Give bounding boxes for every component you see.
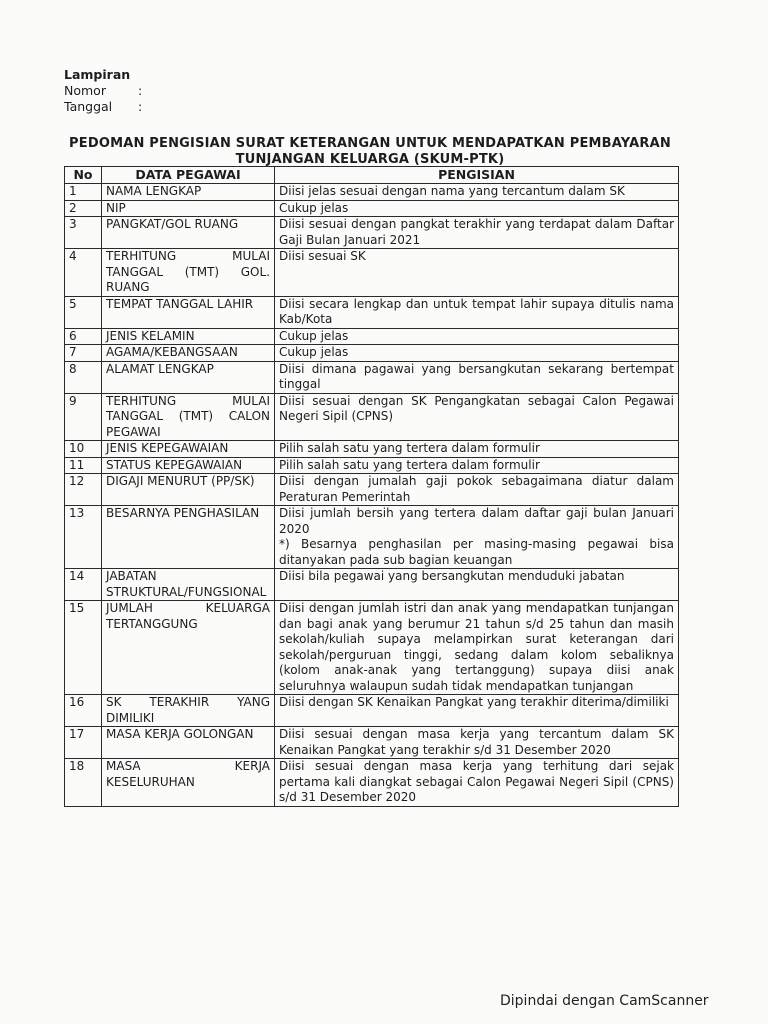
pengisian-cell — [275, 601, 679, 695]
table-row — [65, 361, 679, 393]
tanggal-row — [64, 99, 142, 115]
row-number-cell — [65, 759, 102, 807]
row-number-cell-text: 13 — [69, 506, 85, 520]
row-number-cell-text: 8 — [69, 361, 77, 376]
data-pegawai-cell-text: STATUS KEPEGAWAIAN — [106, 457, 243, 472]
table-row — [65, 569, 679, 601]
data-pegawai-cell-text: TERHITUNG MULAI TANGGAL (TMT) CALON PEGAWAI — [106, 393, 270, 439]
data-pegawai-cell — [102, 345, 275, 362]
table-row — [65, 200, 679, 217]
row-number-cell — [65, 328, 102, 345]
table-row — [65, 474, 679, 506]
pengisian-cell-text: Cukup jelas — [279, 345, 349, 359]
row-number-cell-text: 17 — [69, 727, 85, 741]
data-pegawai-cell-text: PANGKAT/GOL RUANG — [106, 217, 239, 231]
nomor-row — [64, 83, 142, 99]
pengisian-cell-text: Diisi jelas sesuai dengan nama yang tercantum dalam SK — [279, 184, 625, 198]
row-number-cell-text: 11 — [69, 457, 85, 472]
tanggal-separator: : — [138, 99, 143, 114]
tanggal-label: Tanggal — [64, 99, 113, 114]
data-pegawai-cell — [102, 601, 275, 695]
row-number-cell-text: 12 — [69, 474, 85, 488]
data-pegawai-cell-text: BESARNYA PENGHASILAN — [106, 506, 260, 520]
pengisian-cell-text: Diisi dengan jumalah gaji pokok sebagaimana diatur dalam Peraturan Pemerintah — [279, 474, 674, 504]
data-pegawai-cell — [102, 727, 275, 759]
data-pegawai-cell — [102, 200, 275, 217]
pengisian-cell-text: Diisi dimana pagawai yang bersangkutan sekarang bertempat tinggal — [279, 361, 674, 391]
row-number-cell — [65, 506, 102, 569]
data-pegawai-cell — [102, 759, 275, 807]
table-row — [65, 457, 679, 474]
table-row — [65, 441, 679, 458]
lampiran-label: Lampiran — [64, 67, 131, 82]
data-pegawai-cell-text: DIGAJI MENURUT (PP/SK) — [106, 474, 255, 488]
table-row — [65, 695, 679, 727]
pengisian-cell — [275, 457, 679, 474]
pengisian-cell-text: Diisi sesuai dengan pangkat terakhir yang terdapat dalam Daftar Gaji Bulan Januari 2021 — [279, 217, 674, 247]
pengisian-cell-text: Diisi dengan SK Kenaikan Pangkat yang terakhir diterima/dimiliki — [279, 695, 669, 709]
data-pegawai-cell-text: TEMPAT TANGGAL LAHIR — [106, 296, 254, 311]
table-row — [65, 328, 679, 345]
data-pegawai-cell-text: NIP — [106, 200, 126, 215]
row-number-cell-text: 16 — [69, 695, 85, 709]
table-row — [65, 759, 679, 807]
row-number-cell-text: 7 — [69, 345, 77, 359]
title-line-2: TUNJANGAN KELUARGA (SKUM-PTK) — [235, 152, 505, 167]
nomor-label: Nomor — [64, 83, 106, 98]
pengisian-cell-text: Pilih salah satu yang tertera dalam formulir — [279, 457, 540, 472]
row-number-cell-text: 18 — [69, 759, 85, 773]
pengisian-cell — [275, 727, 679, 759]
data-pegawai-cell-text: JABATAN STRUKTURAL/FUNGSIONAL — [106, 569, 267, 599]
row-number-cell — [65, 393, 102, 441]
table-row — [65, 393, 679, 441]
row-number-cell-text: 5 — [69, 296, 77, 311]
data-pegawai-cell — [102, 695, 275, 727]
pengisian-cell-text: Diisi sesuai dengan masa kerja yang tercantum dalam SK Kenaikan Pangkat yang terakhir s/d 31 Desember 2020 — [279, 727, 674, 757]
nomor-separator: : — [138, 83, 143, 98]
data-pegawai-cell-text: AGAMA/KEBANGSAAN — [106, 345, 238, 359]
row-number-cell — [65, 457, 102, 474]
table-row — [65, 296, 679, 328]
data-pegawai-cell-text: ALAMAT LENGKAP — [106, 361, 214, 376]
attachment-header — [64, 67, 142, 115]
pengisian-cell-text: Cukup jelas — [279, 200, 349, 215]
row-number-cell — [65, 217, 102, 249]
table-row — [65, 727, 679, 759]
data-pegawai-cell — [102, 441, 275, 458]
row-number-cell-text: 14 — [69, 569, 85, 583]
row-number-cell — [65, 184, 102, 201]
row-number-cell-text: 3 — [69, 217, 77, 231]
header-data-pegawai: DATA PEGAWAI — [102, 167, 275, 184]
title-line-1: PEDOMAN PENGISIAN SURAT KETERANGAN UNTUK MENDAPATKAN PEMBAYARAN — [69, 136, 671, 151]
pengisian-cell — [275, 345, 679, 362]
pengisian-cell — [275, 569, 679, 601]
camscanner-watermark: Dipindai dengan CamScanner — [500, 993, 709, 1009]
pengisian-cell — [275, 506, 679, 569]
data-pegawai-cell — [102, 569, 275, 601]
pengisian-cell-text: Pilih salah satu yang tertera dalam formulir — [279, 441, 540, 455]
data-pegawai-cell — [102, 506, 275, 569]
pengisian-cell — [275, 441, 679, 458]
pengisian-cell-text: Diisi sesuai SK — [279, 249, 366, 263]
header-no: No — [65, 167, 102, 184]
data-pegawai-cell — [102, 328, 275, 345]
pengisian-cell — [275, 296, 679, 328]
data-pegawai-cell-text: MASA KERJA KESELURUHAN — [106, 759, 270, 789]
pengisian-cell — [275, 474, 679, 506]
data-pegawai-cell-text: JENIS KEPEGAWAIAN — [106, 441, 229, 455]
row-number-cell — [65, 249, 102, 297]
data-pegawai-cell-text: JUMLAH KELUARGA TERTANGGUNG — [106, 601, 270, 631]
data-pegawai-cell — [102, 361, 275, 393]
data-pegawai-cell-text: TERHITUNG MULAI TANGGAL (TMT) GOL. RUANG — [106, 249, 270, 294]
row-number-cell — [65, 474, 102, 506]
table-row — [65, 506, 679, 569]
table-row — [65, 184, 679, 201]
table-row — [65, 249, 679, 297]
row-number-cell-text: 9 — [69, 393, 77, 408]
pengisian-cell — [275, 217, 679, 249]
pengisian-cell-text: Diisi bila pegawai yang bersangkutan menduduki jabatan — [279, 569, 625, 583]
data-pegawai-cell — [102, 184, 275, 201]
pengisian-note: *) Besarnya penghasilan per masing-masing pegawai bisa ditanyakan pada sub bagian keuangan — [279, 537, 674, 567]
data-pegawai-cell — [102, 217, 275, 249]
document-title — [60, 136, 680, 168]
row-number-cell — [65, 601, 102, 695]
row-number-cell — [65, 441, 102, 458]
pengisian-cell-text: Diisi sesuai dengan masa kerja yang terhitung dari sejak pertama kali diangkat sebagai Calon Pegawai Negeri Sipil (CPNS) s/d 31 Desember 2020 — [279, 759, 674, 804]
row-number-cell — [65, 345, 102, 362]
row-number-cell-text: 1 — [69, 184, 77, 198]
row-number-cell — [65, 200, 102, 217]
data-pegawai-cell — [102, 393, 275, 441]
row-number-cell — [65, 569, 102, 601]
pengisian-cell — [275, 695, 679, 727]
pengisian-cell-text: Diisi jumlah bersih yang tertera dalam daftar gaji bulan Januari 2020 — [279, 506, 674, 536]
pengisian-cell — [275, 393, 679, 441]
pengisian-cell-text: Diisi secara lengkap dan untuk tempat lahir supaya ditulis nama Kab/Kota — [279, 296, 674, 326]
row-number-cell-text: 2 — [69, 200, 77, 215]
data-pegawai-cell-text: NAMA LENGKAP — [106, 184, 202, 198]
guidelines-table — [64, 166, 679, 807]
pengisian-cell-text: Cukup jelas — [279, 328, 349, 343]
data-pegawai-cell — [102, 474, 275, 506]
pengisian-cell — [275, 759, 679, 807]
row-number-cell — [65, 296, 102, 328]
data-pegawai-cell-text: MASA KERJA GOLONGAN — [106, 727, 254, 741]
pengisian-cell-text: Diisi sesuai dengan SK Pengangkatan sebagai Calon Pegawai Negeri Sipil (CPNS) — [279, 393, 674, 423]
table-row — [65, 601, 679, 695]
pengisian-cell — [275, 361, 679, 393]
data-pegawai-cell — [102, 457, 275, 474]
row-number-cell — [65, 727, 102, 759]
data-pegawai-cell — [102, 296, 275, 328]
pengisian-cell — [275, 200, 679, 217]
pengisian-cell — [275, 328, 679, 345]
row-number-cell — [65, 361, 102, 393]
row-number-cell-text: 6 — [69, 328, 77, 343]
row-number-cell-text: 10 — [69, 441, 85, 455]
row-number-cell-text: 15 — [69, 601, 85, 615]
pengisian-cell-text: Diisi dengan jumlah istri dan anak yang mendapatkan tunjangan dan bagi anak yang berumur 21 tahun s/d 25 tahun dan masih sekolah/kuliah supaya melampirkan surat keterangan dari sekolah/perguruan tinggi, sedang dalam kolom sebaliknya (kolom anak-anak yang tertanggung) supaya diisi anak seluruhnya walaupun sudah tidak mendapatkan tunjangan — [279, 601, 674, 693]
row-number-cell — [65, 695, 102, 727]
data-pegawai-cell — [102, 249, 275, 297]
data-pegawai-cell-text: JENIS KELAMIN — [106, 328, 195, 343]
data-pegawai-cell-text: SK TERAKHIR YANG DIMILIKI — [106, 695, 270, 725]
header-pengisian: PENGISIAN — [275, 167, 679, 184]
pengisian-cell — [275, 184, 679, 201]
table-row — [65, 217, 679, 249]
table-row — [65, 345, 679, 362]
table-header-row — [65, 167, 679, 184]
pengisian-cell — [275, 249, 679, 297]
row-number-cell-text: 4 — [69, 249, 77, 263]
